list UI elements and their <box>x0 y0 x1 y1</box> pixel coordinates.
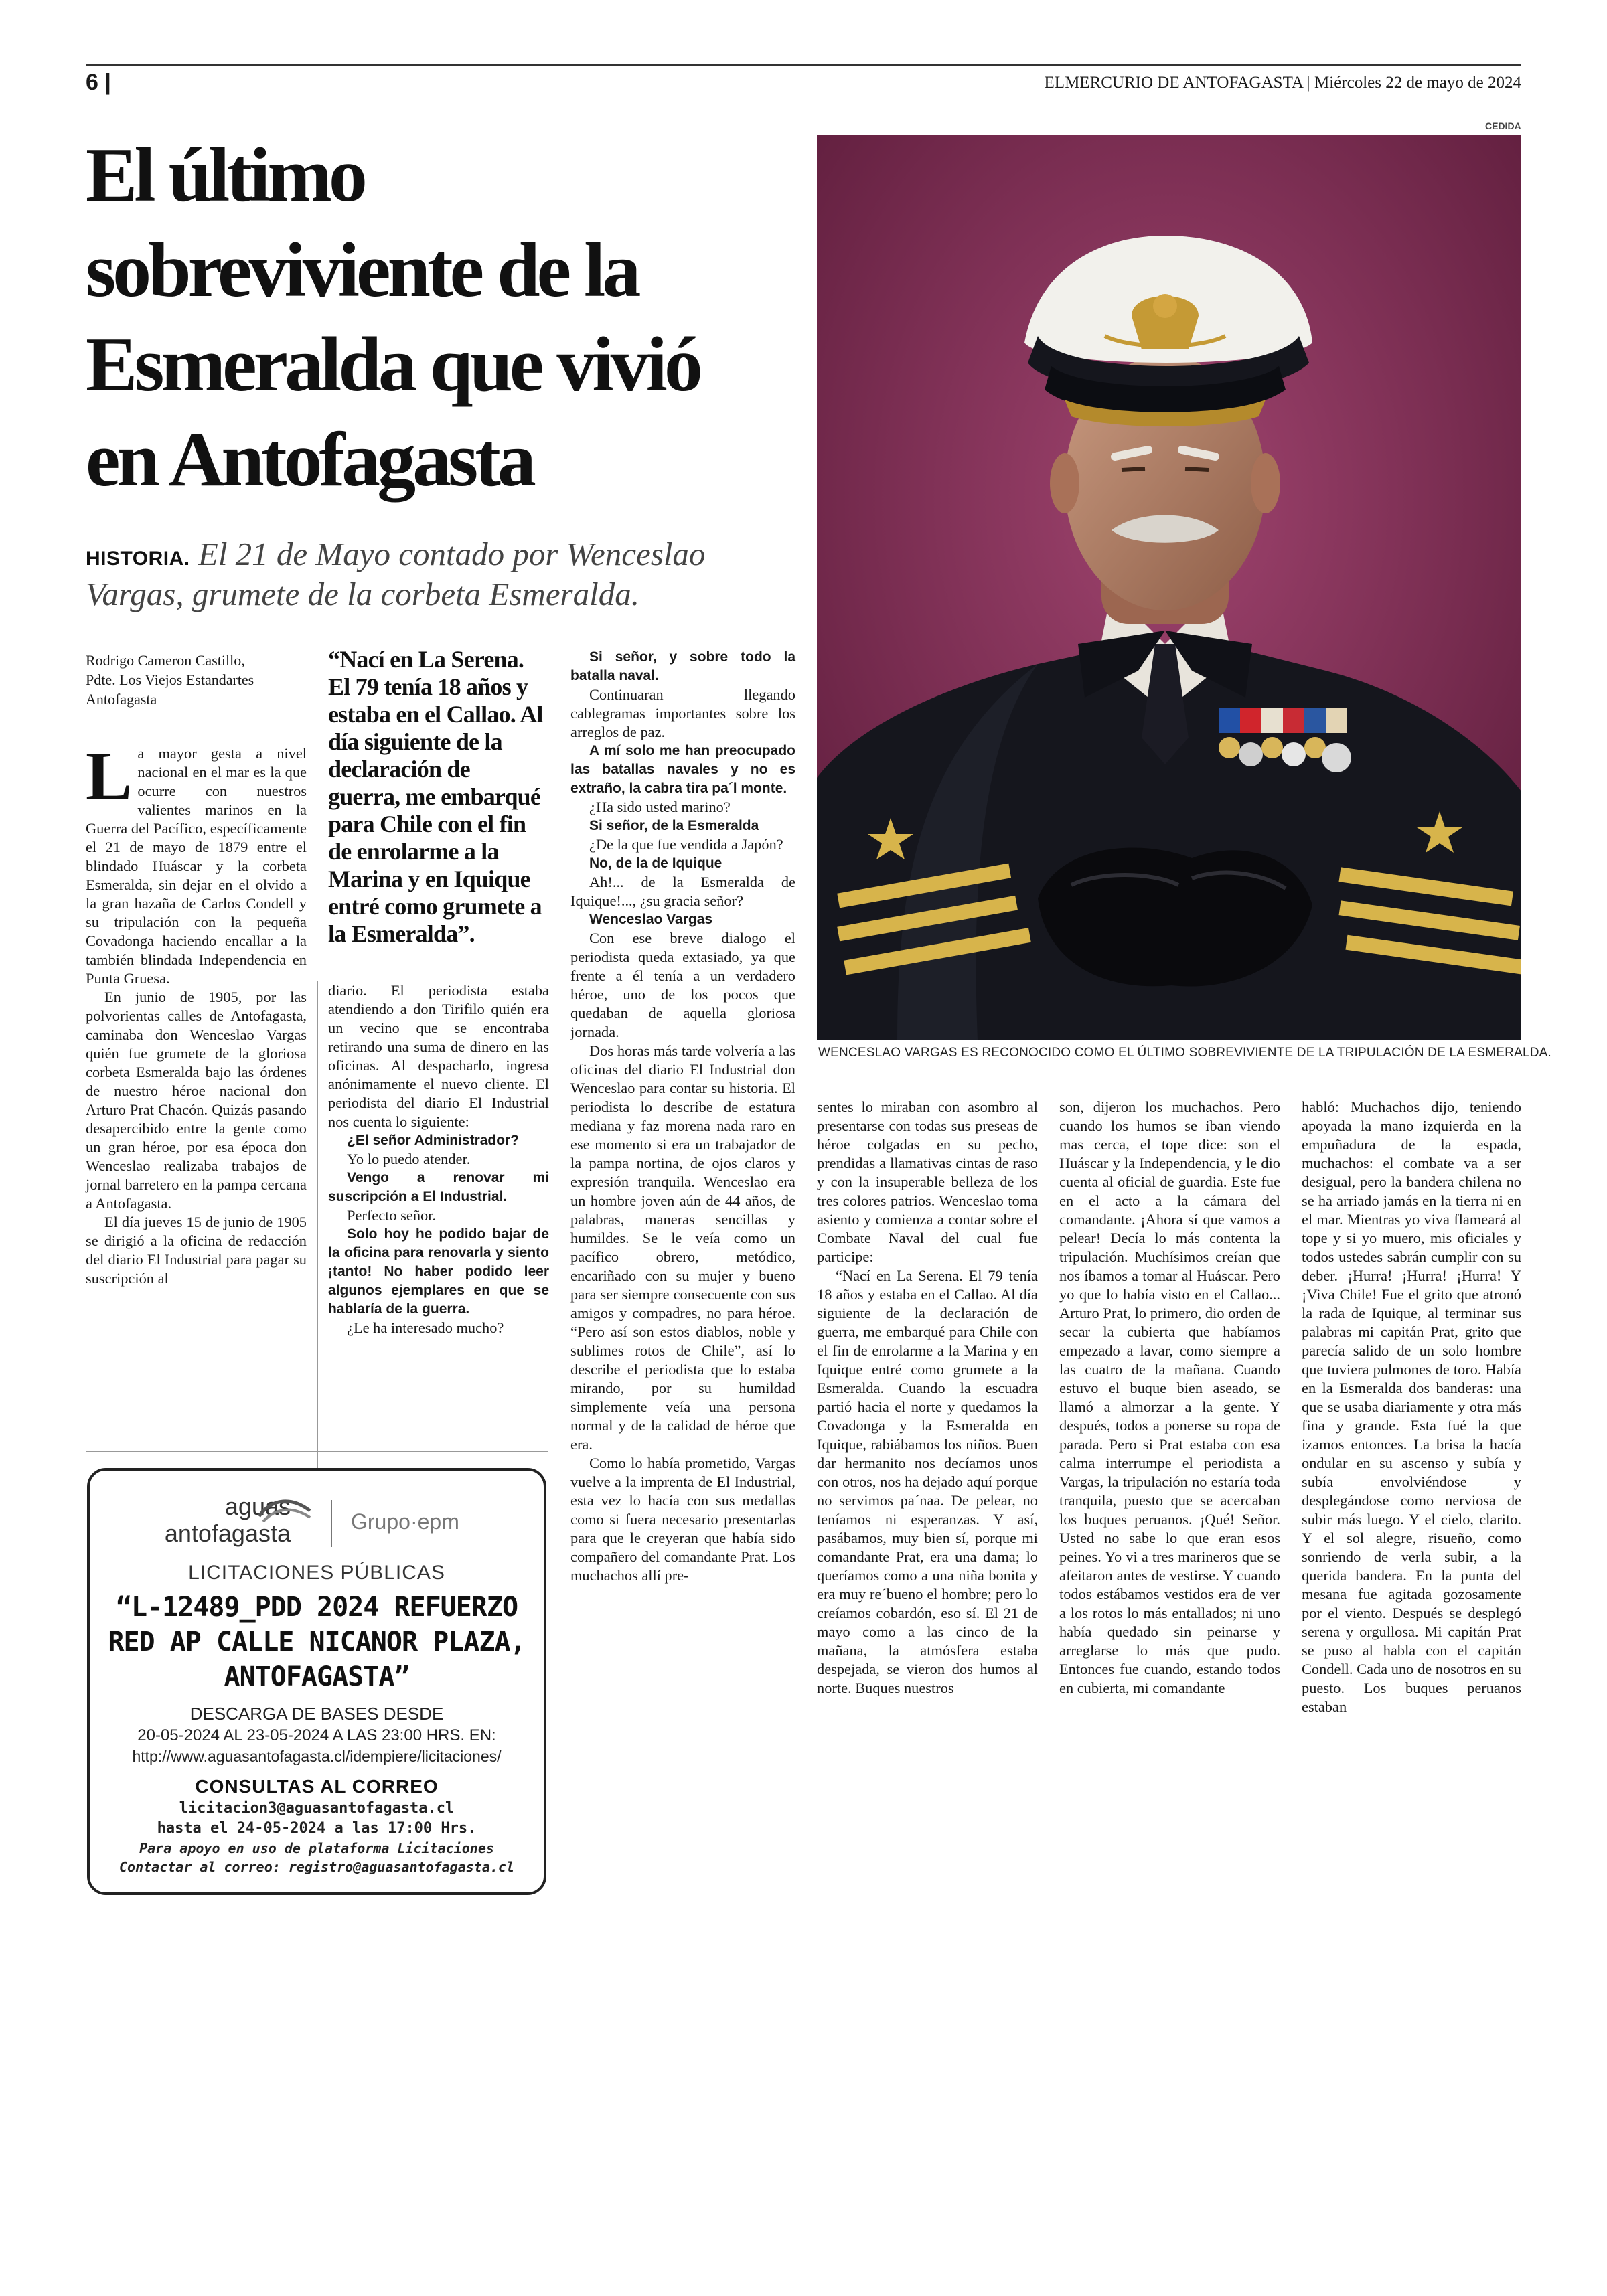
paper-name: ELMERCURIO DE ANTOFAGASTA <box>1044 74 1303 92</box>
ad-brand-line1: aguas <box>224 1493 291 1520</box>
column-4: sentes lo miraban con asombro al presentarse con todas sus preseas de héroe colgadas en su pecho, prendidas a llamativas cintas de raso y con la insuperable belleza de los tres colores patrios. Wenceslao toma asiento y comienza a contar sobre el Combate Naval del cual fue participe: “Nací en La Serena. El 79 tenía 18 años y estaba en el Callao. Al día siguiente de la declaración de guerra, me embarqué para Chile con el fin de enrolarme a la Marina y en Iquique entré como grumete a la Esmeralda. Cuando la escuadra partió hacia el norte y quedamos la Covadonga y la Esmeralda en Iquique, rabiábamos los niños. Buen dar hermanito nos decíamos unos con otros, nos ha dejado aquí porque no servimos pa´naa. De pelear, no teníamos ni esperanzas. Y así, pasábamos, muy bien sí, porque mi comandante Prat, era una dama; lo queríamos como a una niña bonita y era muy re´bueno el hombre; pero lo creíamos cobardón, eso sí. El 21 de mayo como a las cinco de la mañana, la atmósfera estaba despejada, se vieron dos humos al norte. Buques nuestros <box>817 1098 1038 1696</box>
byline-author: Rodrigo Cameron Castillo, <box>86 652 245 669</box>
column-1: La mayor gesta a nivel nacional en el mar es la que ocurre con nuestros valientes marinos en la Guerra del Pacífico, específicamente el 21 de mayo de 1879 entre el blindado Huáscar y la corbeta Esmeralda, sin dejar en el olvido a la gran hazaña de Carlos Condell y su tripulación con la pequeña Covadonga haciendo encallar a la también blindada Independencia en Punta Gruesa. En junio de 1905, por las polvorientas calles de Antofagasta, caminaba don Wenceslao Vargas quién fue grumete de la gloriosa corbeta Esmeralda bajo las órdenes de nuestro héroe nacional don Arturo Prat Chacón. Quizás pasando desapercibido entre la gente como un gran héroe, por esa época don Wenceslao realizaba trabajos de jornal barretero en la pampa cercana a Antofagasta. El día jueves 15 de junio de 1905 se dirigió a la oficina de redacción del diario El Industrial para pagar su suscripción al <box>86 738 307 1287</box>
byline-role: Pdte. Los Viejos Estandartes Antofagasta <box>86 671 254 708</box>
portrait-photo <box>817 135 1521 1040</box>
ad-contact-email[interactable]: licitacion3@aguasantofagasta.cl <box>179 1800 455 1817</box>
wave-logo-icon <box>254 1491 314 1524</box>
column-6: habló: Muchachos dijo, teniendo apoyada la mano izquierda en la empuñadura de la espada, muchachos: el combate va a ser desigual, pero la bandera chilena no se ha arriado jamás en la tierra ni en el mar. Mientras yo viva flameará al tope y si yo muero, mis oficiales y todos ustedes sabrán cumplir con su deber. ¡Hurra! ¡Hurra! ¡Hurra! Y ¡Viva Chile! Fue el grito que atronó la rada de Iquique, al terminar sus palabras mi capitán Prat, grito que parecía salido de un solo hombre que tuviera pulmones de toro. Había en la Esmeralda dos banderas: una que se usaba diariamente y otra más fina y grande. Esta fué la que izamos entonces. La brisa la hacía ondular en su ascenso y subía y subía envolviéndose y desplegándose como nerviosa de subir más luego. Y el cielo, clarito. Y el sol alegre, risueño, como sonriendo de verla subir, a la querida bandera. En la punta del mesana fue agitada gozosamente por el viento. Después se desplegó serena y orgullosa. Mi capitán Prat se puso al habla con el capitán Condell. Cada uno de nosotros en su puesto. Los buques peruanos estaban <box>1302 1098 1521 1715</box>
drop-cap: L <box>86 738 133 815</box>
kicker-text: El 21 de Mayo contado por Wenceslao Vargas, grumete de la corbeta Esmeralda. <box>86 536 706 613</box>
ad-support-email[interactable]: Contactar al correo: registro@aguasantofagasta.cl <box>119 1859 514 1875</box>
ad-download-dates: 20-05-2024 AL 23-05-2024 A LAS 23:00 HRS. EN: <box>137 1726 496 1744</box>
ad-download-link[interactable]: http://www.aguasantofagasta.cl/idempiere/licitaciones/ <box>132 1748 502 1765</box>
tender-advertisement <box>87 1468 546 1895</box>
ad-download-label: DESCARGA DE BASES DESDE <box>189 1704 444 1724</box>
ad-group: Grupo·epm <box>351 1509 459 1534</box>
masthead-rule <box>86 64 1521 66</box>
ad-support-line: Para apoyo en uso de plataforma Licitaciones <box>139 1840 494 1856</box>
ad-brand-line2: antofagasta <box>164 1520 291 1547</box>
column-5: son, dijeron los muchachos. Pero cuando los humos se iban viendo mas cerca, el tope dice: son el Huáscar y la Independencia, y le dio cuenta al oficial de guardia. Este fue en el acto a la cámara del comandante. ¡Ahora sí que vamos a pelear! Decía lo más contenta la tripulación. Muchísimos creían que nos íbamos a tomar al Huáscar. Pero yo que lo había visto en el Callao... Arturo Prat, lo primero, dio orden de secar la cubierta que habíamos empezado a lavar, como siempre a las cuatro de la mañana. Cuando estuvo el buque bien aseado, se llamó a almorzar a la gente. Y después, todos a ponerse su ropa de parada. Pero si Prat estaba con esa calma interrumpe el periodista a Vargas, la tripulación no estaría toda tranquila, puesto que se acercaban los buques peruanos. ¡Qué! Señor. Usted no sabe lo que eran esos peines. Yo vi a tres marineros que se afeitaron antes de vestirse. Y cuando todos estábamos vestidos era de ver a los rotos lo más entallados; ni uno había quedado sin peinarse y arreglarse lo más que pudo. Entonces fue cuando, estando todos en cubierta, mi comandante <box>1059 1098 1280 1696</box>
photo-caption: WENCESLAO VARGAS ES RECONOCIDO COMO EL ÚLTIMO SOBREVIVIENTE DE LA TRIPULACIÓN DE LA ESMERALDA. <box>818 1046 1552 1060</box>
page-number: 6 | <box>86 70 111 95</box>
pull-quote: “Nací en La Serena. El 79 tenía 18 años y estaba en el Callao. Al día siguiente de la declaración de guerra, me embarqué para Chile con el fin de enrolarme a la Marina y en Iquique entré como grumete a la Esmeralda”. <box>328 646 543 947</box>
ad-contact-deadline: hasta el 24-05-2024 a las 17:00 Hrs. <box>157 1820 477 1837</box>
photo-credit: CEDIDA <box>1485 120 1521 131</box>
ad-section: LICITACIONES PÚBLICAS <box>188 1562 445 1584</box>
kicker <box>86 534 795 615</box>
kicker-label: HISTORIA. <box>86 548 190 570</box>
byline <box>86 651 310 709</box>
column-2: diario. El periodista estaba atendiendo a don Tirifilo quién era un vecino que se encontraba retirando una suma de dinero en las oficinas. Al despacharlo, ingresa anónimamente el nuevo cliente. El periodista del diario El Industrial nos cuenta lo siguiente: ¿El señor Administrador? Yo lo puedo atender. Vengo a renovar mi suscripción a El Industrial. Perfecto señor. Solo hoy he podido bajar de la oficina para renovarla y siento ¡tanto! No haber podido leer algunos ejemplares en que se hablaría de la guerra. ¿Le ha interesado mucho? <box>328 982 549 1336</box>
ad-rule <box>86 1451 548 1452</box>
ad-logo <box>90 1493 544 1554</box>
issue-date: Miércoles 22 de mayo de 2024 <box>1314 74 1521 92</box>
ad-title: “L-12489_PDD 2024 REFUERZO RED AP CALLE NICANOR PLAZA, ANTOFAGASTA” <box>108 1592 526 1692</box>
headline: El último sobreviviente de la Esmeralda que vivió en Antofagasta <box>86 133 700 503</box>
column-3: Si señor, y sobre todo la batalla naval. Continuaran llegando cablegramas importantes sobre los arreglos de paz. A mí solo me han preocupado las batallas navales y no es extraño, la cabra tira pa´l monte. ¿Ha sido usted marino? Si señor, de la Esmeralda ¿De la que fue vendida a Japón? No, de la de Iquique Ah!... de la Esmeralda de Iquique!..., ¿su gracia señor? Wenceslao Vargas Con ese breve dialogo el periodista queda extasiado, ya que frente a él tenía a un verdadero héroe, uno de los pocos que quedaban de aquella gloriosa jornada. Dos horas más tarde volvería a las oficinas del diario El Industrial don Wenceslao para contar su historia. El periodista lo describe de estatura mediana y faz morena nada raro en ese momento si era un trabajador de la pampa nortina, de ojos claros y expresión tranquila. Wenceslao era un hombre joven aún de 44 años, de palabras, maneras sencillas y humildes. Se le veía como un pacífico obrero, metódico, encariñado con su mujer y bueno para ser siempre consecuente con sus amigos y compadres, no para héroe. “Pero así son estos diablos, noble y sublimes rotos de Chile”, así lo describe el periodista que lo estaba mirando, por su humildad simplemente veía una persona normal y de la calidad de héroe que era. Como lo había prometido, Vargas vuelve a la imprenta de El Industrial, esta vez lo hacía con sus medallas como si fuera necesario presentarlas para que le creyeran que había sido compañero del comandante Prat. Los muchachos allí pre- <box>570 649 795 1584</box>
masthead: ELMERCURIO DE ANTOFAGASTA | Miércoles 22 de mayo de 2024 <box>1044 74 1521 92</box>
ad-contact-label: CONSULTAS AL CORREO <box>195 1776 439 1797</box>
column-rule <box>317 981 318 1470</box>
